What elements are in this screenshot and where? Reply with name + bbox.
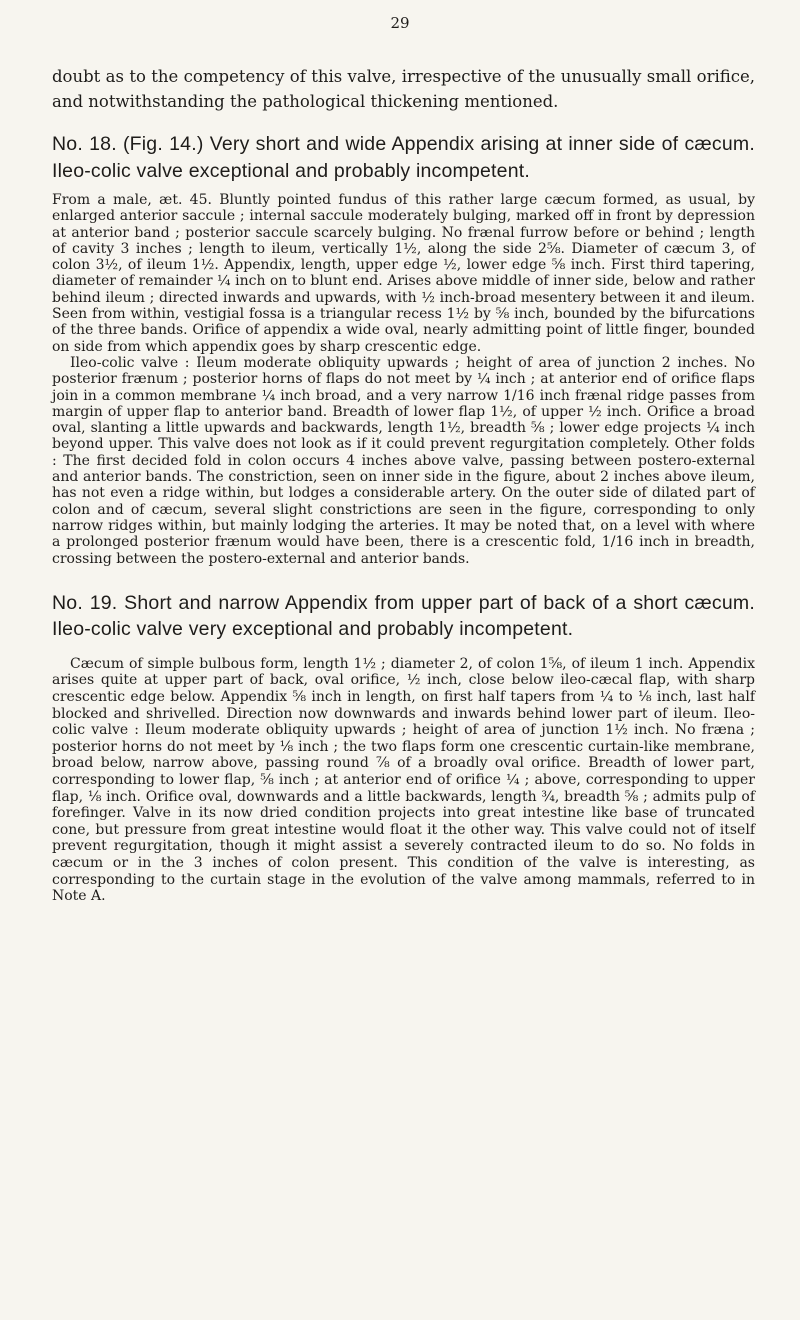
page-number: 29	[390, 14, 410, 32]
case-19-heading: No. 19. Short and narrow Appendix from upper part of back of a short cæcum. Ileo-colic valve very exceptional and probably incompetent.	[52, 591, 755, 641]
case-19-paragraph: Cæcum of simple bulbous form, length 1½ ; diameter 2, of colon 1⅝, of ileum 1 inch. Appendix arises quite at upper part of back, oval orifice, ½ inch, close below ileo-cæcal flap, with sharp crescentic edge below. Appendix ⅝ inch in length, on first half tapers from ¼ to ⅛ inch, last half blocked and shrivelled. Direction now downwards and inwards behind lower part of ileum. Ileo-colic valve : Ileum moderate obliquity upwards ; height of area of junction 1½ inch. No fræna ; posterior horns do not meet by ⅛ inch ; the two flaps form one crescentic curtain-like membrane, broad below, narrow above, passing round ⅞ of a broadly oval orifice. Breadth of lower part, corresponding to lower flap, ⅝ inch ; at anterior end of orifice ¼ ; above, corresponding to upper flap, ⅛ inch. Orifice oval, downwards and a little backwards, length ¾, breadth ⅝ ; admits pulp of forefinger. Valve in its now dried condition projects into great intestine like base of truncated cone, but pressure from great intestine would float it the other way. This valve could not of itself prevent regurgitation, though it might assist a severely contracted ileum to do so. No folds in cæcum or in the 3 inches of colon present. This condition of the valve is interesting, as corresponding to the curtain stage in the evolution of the valve among mammals, referred to in Note A.	[52, 655, 755, 905]
case-18-heading: No. 18. (Fig. 14.) Very short and wide Appendix arising at inner side of cæcum. Ileo-colic valve exceptional and probably incompetent.	[52, 133, 755, 182]
page-content	[52, 64, 755, 905]
case-18-paragraph-1: From a male, æt. 45. Bluntly pointed fundus of this rather large cæcum formed, as usual, by enlarged anterior saccule ; internal saccule moderately bulging, marked off in front by depression at anterior band ; posterior saccule scarcely bulging. No frænal furrow before or behind ; length of cavity 3 inches ; length to ileum, vertically 1½, along the side 2⅝. Diameter of cæcum 3, of colon 3½, of ileum 1½. Appendix, length, upper edge ½, lower edge ⅝ inch. First third tapering, diameter of remainder ¼ inch on to blunt end. Arises above middle of inner side, below and rather behind ileum ; directed inwards and upwards, with ½ inch-broad mesentery between it and ileum. Seen from within, vestigial fossa is a triangular recess 1½ by ⅝ inch, bounded by the bifurcations of the three bands. Orifice of appendix a wide oval, nearly admitting point of little finger, bounded on side from which appendix goes by sharp crescentic edge.	[52, 192, 755, 355]
case-18-body	[52, 192, 755, 567]
intro-paragraph: doubt as to the competency of this valve, irrespective of the unusually small orifice, and notwithstanding the pathological thickening mentioned.	[52, 67, 755, 111]
case-18-paragraph-2: Ileo-colic valve : Ileum moderate obliquity upwards ; height of area of junction 2 inches. No posterior frænum ; posterior horns of flaps do not meet by ¼ inch ; at anterior end of orifice flaps join in a common membrane ¼ inch broad, and a very narrow 1/16 inch frænal ridge passes from margin of upper flap to anterior band. Breadth of lower flap 1½, of upper ½ inch. Orifice a broad oval, slanting a little upwards and backwards, length 1½, breadth ⅝ ; lower edge projects ¼ inch beyond upper. This valve does not look as if it could prevent regurgitation completely. Other folds : The first decided fold in colon occurs 4 inches above valve, passing between postero-external and anterior bands. The constriction, seen on inner side in the figure, about 2 inches above ileum, has not even a ridge within, but lodges a considerable artery. On the outer side of dilated part of colon and of cæcum, several slight constrictions are seen in the figure, corresponding to only narrow ridges within, but mainly lodging the arteries. It may be noted that, on a level with where a prolonged posterior frænum would have been, there is a crescentic fold, 1/16 inch in breadth, crossing between the postero-external and anterior bands.	[52, 354, 755, 567]
